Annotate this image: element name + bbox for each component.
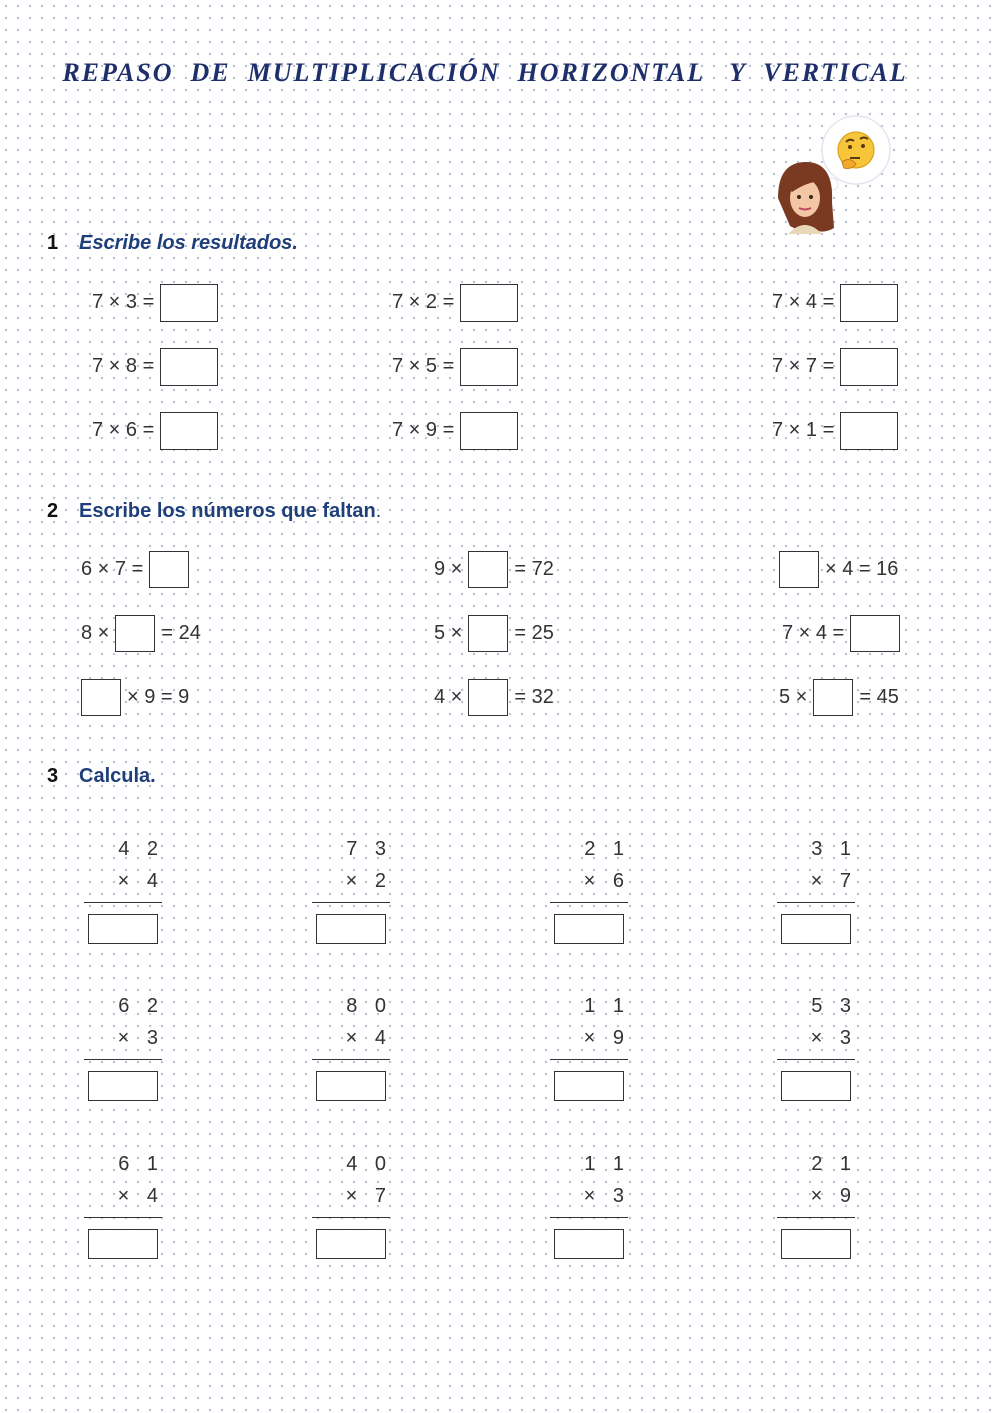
divider-line [312,1059,390,1060]
answer-box[interactable] [840,412,898,450]
vertical-multiplication: 6 2 × 3 [84,995,164,1105]
answer-box[interactable] [468,679,508,716]
vertical-multiplication: 4 2 × 4 [84,838,164,948]
divider-line [777,1059,855,1060]
answer-box[interactable] [554,1071,624,1101]
s2-item-1: 6 × 7 = [81,550,189,588]
answer-box[interactable] [554,914,624,944]
divider-line [84,902,162,903]
divider-line [312,1217,390,1218]
s1-item-6: 7 × 7 = [772,347,898,386]
vertical-multiplication: 7 3 × 2 [312,838,392,948]
divider-line [312,902,390,903]
s2-item-6: 7 × 4 = [782,614,900,652]
answer-box[interactable] [813,679,853,716]
s1-item-9: 7 × 1 = [772,411,898,450]
section-1-number: 1 [47,232,59,254]
answer-box[interactable] [149,551,189,588]
answer-box[interactable] [840,348,898,386]
vertical-multiplication: 3 1 × 7 [777,838,857,948]
answer-box[interactable] [160,348,218,386]
answer-box[interactable] [460,348,518,386]
thinking-face-emoji-icon [838,132,874,169]
s1-item-3: 7 × 4 = [772,283,898,322]
vertical-multiplication: 8 0 × 4 [312,995,392,1105]
divider-line [550,1217,628,1218]
section-1-title: Escribe los resultados. [79,232,298,254]
answer-box[interactable] [160,412,218,450]
answer-box[interactable] [115,615,155,652]
answer-box[interactable] [460,284,518,322]
vertical-multiplication: 5 3 × 3 [777,995,857,1105]
section-3-number: 3 [47,765,59,787]
answer-box[interactable] [779,551,819,588]
answer-box[interactable] [554,1229,624,1259]
s1-item-8: 7 × 9 = [392,411,518,450]
vertical-multiplication: 2 1 × 9 [777,1153,857,1263]
answer-box[interactable] [316,1071,386,1101]
vertical-multiplication: 2 1 × 6 [550,838,630,948]
divider-line [84,1217,162,1218]
answer-box[interactable] [81,679,121,716]
answer-box[interactable] [781,914,851,944]
answer-box[interactable] [460,412,518,450]
vertical-multiplication: 4 0 × 7 [312,1153,392,1263]
s1-item-1: 7 × 3 = [92,283,218,322]
s2-item-3: × 4 = 16 [779,550,898,588]
s2-item-8: 4 × = 32 [434,678,554,716]
divider-line [84,1059,162,1060]
answer-box[interactable] [781,1229,851,1259]
thinking-girl-avatar-icon [770,112,900,234]
answer-box[interactable] [468,551,508,588]
s2-item-4: 8 × = 24 [81,614,201,652]
divider-line [550,902,628,903]
answer-box[interactable] [316,914,386,944]
s2-item-5: 5 × = 25 [434,614,554,652]
answer-box[interactable] [781,1071,851,1101]
section-2-number: 2 [47,500,59,522]
s2-item-2: 9 × = 72 [434,550,554,588]
answer-box[interactable] [88,1071,158,1101]
vertical-multiplication: 6 1 × 4 [84,1153,164,1263]
answer-box[interactable] [160,284,218,322]
section-2-title: Escribe los números que faltan. [79,500,382,522]
answer-box[interactable] [840,284,898,322]
s2-item-7: × 9 = 9 [81,678,189,716]
s1-item-2: 7 × 2 = [392,283,518,322]
answer-box[interactable] [316,1229,386,1259]
vertical-multiplication: 1 1 × 9 [550,995,630,1105]
answer-box[interactable] [468,615,508,652]
page-title: REPASO DE MULTIPLICACIÓN HORIZONTAL Y VERTICAL [62,58,908,87]
s1-item-7: 7 × 6 = [92,411,218,450]
section-3-title: Calcula. [79,765,156,787]
vertical-multiplication: 1 1 × 3 [550,1153,630,1263]
answer-box[interactable] [850,615,900,652]
answer-box[interactable] [88,1229,158,1259]
s1-item-4: 7 × 8 = [92,347,218,386]
s2-item-9: 5 × = 45 [779,678,899,716]
answer-box[interactable] [88,914,158,944]
divider-line [777,1217,855,1218]
divider-line [777,902,855,903]
divider-line [550,1059,628,1060]
s1-item-5: 7 × 5 = [392,347,518,386]
